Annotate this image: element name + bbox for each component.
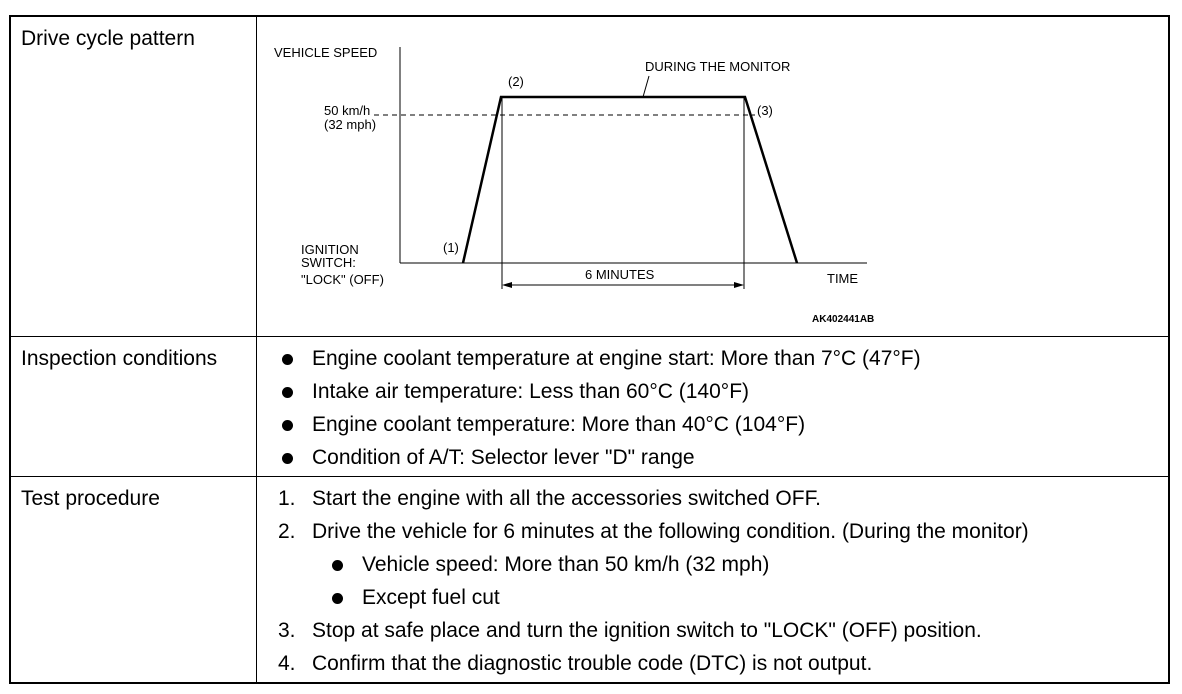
step-number: 1. bbox=[278, 487, 296, 510]
inspection-conditions-label: Inspection conditions bbox=[21, 347, 218, 370]
step-number: 3. bbox=[278, 619, 296, 642]
point-3-label: (3) bbox=[757, 103, 773, 118]
drive-cycle-pattern-label: Drive cycle pattern bbox=[21, 27, 195, 50]
inspection-item: Intake air temperature: Less than 60°C (140°F) bbox=[312, 380, 750, 403]
sub-step-text: Vehicle speed: More than 50 km/h (32 mph) bbox=[362, 553, 770, 576]
row-divider bbox=[11, 336, 1168, 337]
speed-profile bbox=[463, 97, 797, 263]
y-axis-label: VEHICLE SPEED bbox=[274, 45, 378, 60]
ignition-label-2: SWITCH: bbox=[301, 255, 356, 270]
drive-cycle-table bbox=[9, 15, 1170, 684]
bullet-icon bbox=[332, 593, 343, 604]
inspection-item: Engine coolant temperature: More than 40°C (104°F) bbox=[312, 413, 806, 436]
ignition-label-3: "LOCK" (OFF) bbox=[301, 272, 384, 287]
ignition-label-1: IGNITION bbox=[301, 242, 359, 257]
bullet-icon bbox=[282, 420, 293, 431]
step-text: Start the engine with all the accessories switched OFF. bbox=[312, 487, 821, 510]
speed-label-mph: (32 mph) bbox=[324, 117, 377, 132]
step-number: 4. bbox=[278, 652, 296, 675]
step-number: 2. bbox=[278, 520, 296, 543]
x-axis-label: TIME bbox=[827, 271, 859, 286]
sub-step-text: Except fuel cut bbox=[362, 586, 500, 609]
speed-label-kmh: 50 km/h bbox=[324, 103, 371, 118]
row-divider bbox=[11, 476, 1168, 477]
step-text: Stop at safe place and turn the ignition switch to "LOCK" (OFF) position. bbox=[312, 619, 982, 642]
monitor-label: DURING THE MONITOR bbox=[645, 59, 791, 74]
inspection-item: Engine coolant temperature at engine start: More than 7°C (47°F) bbox=[312, 347, 921, 370]
bullet-icon bbox=[332, 560, 343, 571]
point-1-label: (1) bbox=[443, 240, 459, 255]
duration-label: 6 MINUTES bbox=[585, 267, 655, 282]
test-procedure-label: Test procedure bbox=[21, 487, 160, 510]
arrowhead-right bbox=[734, 282, 744, 288]
drive-cycle-diagram bbox=[11, 17, 1168, 335]
point-2-label: (2) bbox=[508, 74, 524, 89]
arrowhead-left bbox=[502, 282, 512, 288]
inspection-item: Condition of A/T: Selector lever "D" range bbox=[312, 446, 695, 469]
bullet-icon bbox=[282, 453, 293, 464]
bullet-icon bbox=[282, 387, 293, 398]
bullet-icon bbox=[282, 354, 293, 365]
step-text: Drive the vehicle for 6 minutes at the following condition. (During the monitor) bbox=[312, 520, 1029, 543]
figure-code: AK402441AB bbox=[812, 314, 875, 325]
monitor-leader-line bbox=[643, 76, 649, 97]
step-text: Confirm that the diagnostic trouble code (DTC) is not output. bbox=[312, 652, 873, 675]
